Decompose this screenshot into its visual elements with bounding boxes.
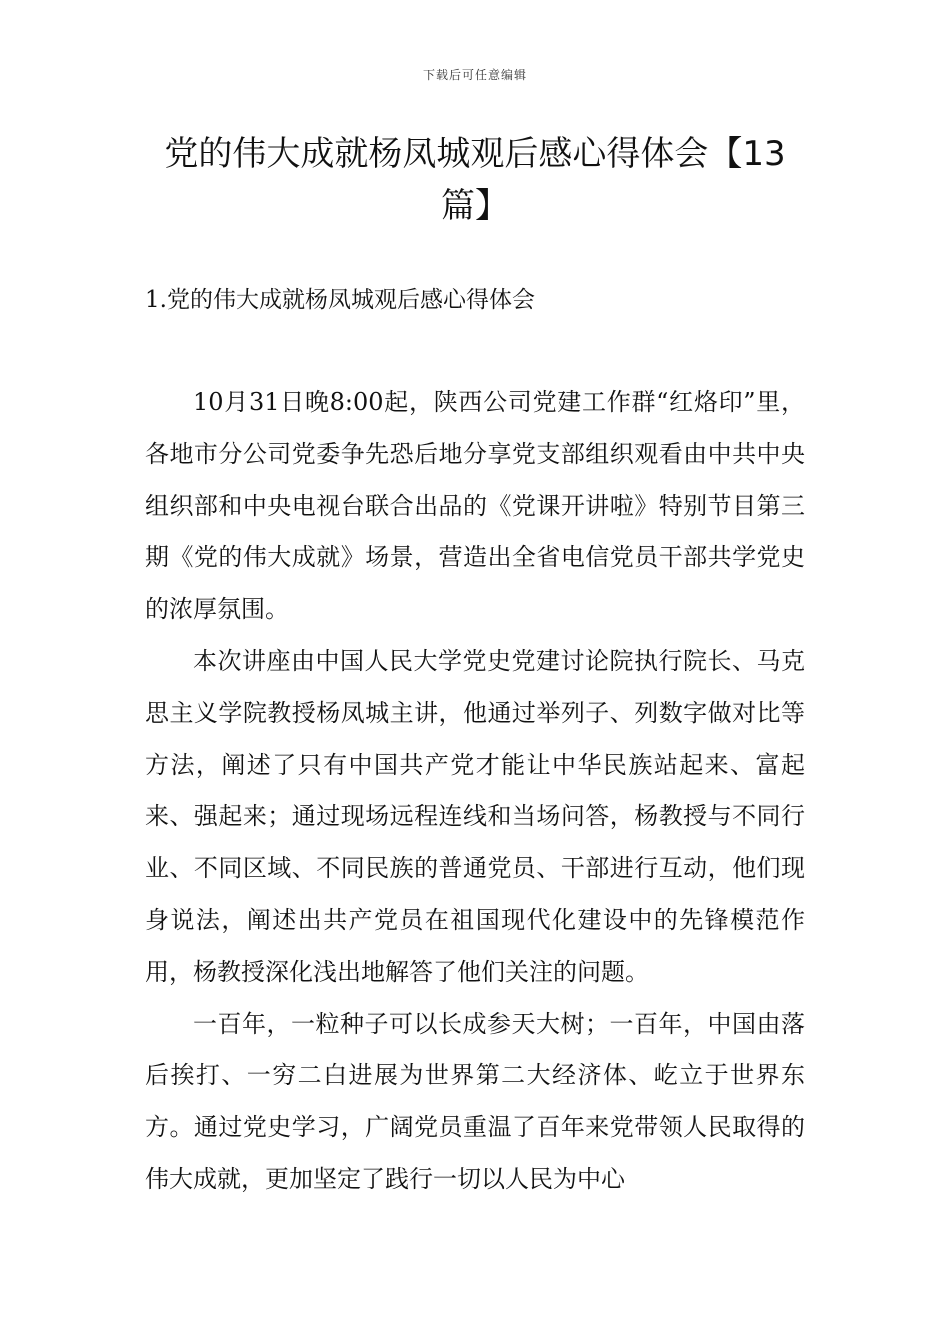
header-note: 下载后可任意编辑 <box>422 68 527 82</box>
document-title: 党的伟大成就杨凤城观后感心得体会【13篇】 <box>164 134 786 226</box>
paragraph: 本次讲座由中国人民大学党史党建讨论院执行院长、马克思主义学院教授杨凤城主讲，他通过举列子、列数字做对比等方法，阐述了只有中国共产党才能让中华民族站起来、富起来、强起来；通过现场远程连线和当场问答，杨教授与不同行业、不同区域、不同民族的普通党员、干部进行互动，他们现身说法，阐述出共产党员在祖国现代化建设中的先锋模范作用，杨教授深化浅出地解答了他们关注的问题。 <box>145 646 805 986</box>
paragraph: 10月31日晚8:00起，陕西公司党建工作群“红烙印”里，各地市分公司党委争先恐后地分享党支部组织观看由中共中央组织部和中央电视台联合出品的《党课开讲啦》特别节目第三期《党的伟大成就》场景，营造出全省电信党员干部共学党史的浓厚氛围。 <box>145 388 805 624</box>
section-heading: 1.党的伟大成就杨凤城观后感心得体会 <box>145 287 535 313</box>
paragraph: 一百年，一粒种子可以长成参天大树；一百年，中国由落后挨打、一穷二白进展为世界第二大经济体、屹立于世界东方。通过党史学习，广阔党员重温了百年来党带领人民取得的伟大成就，更加坚定了践行一切以人民为中心 <box>145 1009 805 1193</box>
document-body <box>145 377 805 1206</box>
